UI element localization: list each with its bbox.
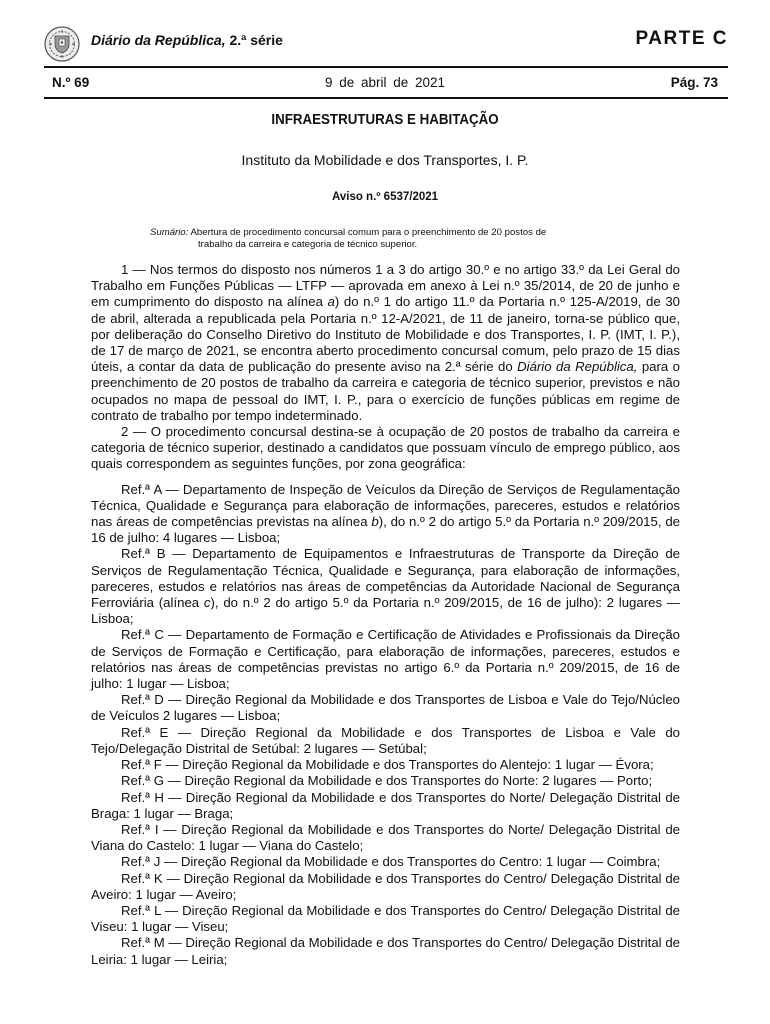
- paragraph-1-emphasis-b: Diário da República,: [517, 359, 638, 375]
- header-rule-bottom: [44, 97, 728, 99]
- paragraph-1-emphasis-a: a: [327, 294, 335, 310]
- reference-b-text-b: ), do n.º 2 do artigo 5.º da Portaria n.º 209/2015, de 16 de julho): 2 lugares — Lisboa;: [91, 595, 680, 627]
- paragraph-1-text-a: 1 — Nos termos do disposto nos números 1 a 3 do artigo 30.º e no artigo 33.º da Lei Geral do Trabalho em Funções Públicas — LTFP — aprovada em anexo à Lei n.º 35/2014, de 20 de junho e em cumprimento do disposto na alínea: [91, 262, 680, 310]
- paragraph-1-text-b: ) do n.º 1 do artigo 11.º da Portaria n.º 125-A/2019, de 30 de abril, alterada a republicada pela Portaria n.º 12-A/2021, de 11 de janeiro, torna-se público que, por deliberação do Conselho Diretivo do Instituto de Mobilidade e dos Transportes, I. P. (IMT, I. P.), de 17 de março de 2021, se encontra aberto procedimento concursal comum, pelo prazo de 15 dias úteis, a contar da data de publicação do presente aviso na 2.ª série do: [91, 294, 680, 375]
- issue-meta: [52, 75, 718, 93]
- journal-title: [91, 32, 283, 48]
- paragraph-1: [91, 262, 680, 424]
- issue-number: N.º 69: [52, 75, 90, 90]
- page-number: Pág. 73: [670, 75, 718, 90]
- ministry-heading: INFRAESTRUTURAS E HABITAÇÃO: [271, 112, 499, 128]
- reference-h: Ref.ª H — Direção Regional da Mobilidade e dos Transportes do Norte/ Delegação Distrital de Braga: 1 lugar — Braga;: [91, 789, 680, 821]
- reference-a: [91, 482, 680, 547]
- header-rule-top: [44, 66, 728, 68]
- summary-text-1: Abertura de procedimento concursal comum para o preenchimento de 20 postos de: [190, 227, 547, 238]
- reference-a-text-b: ), do n.º 2 do artigo 5.º da Portaria n.º 209/2015, de 16 de julho: 4 lugares — Lisboa;: [91, 514, 680, 546]
- reference-d: Ref.ª D — Direção Regional da Mobilidade e dos Transportes de Lisboa e Vale do Tejo/Núcleo de Veículos 2 lugares — Lisboa;: [91, 692, 680, 724]
- reference-b-emphasis: c: [203, 595, 211, 611]
- reference-i: Ref.ª I — Direção Regional da Mobilidade e dos Transportes do Norte/ Delegação Distrital de Viana do Castelo: 1 lugar — Viana do Castelo;: [91, 821, 680, 854]
- page-header: [44, 24, 728, 64]
- institute-heading: Instituto da Mobilidade e dos Transportes, I. P.: [241, 152, 529, 168]
- reference-k: Ref.ª K — Direção Regional da Mobilidade e dos Transportes do Centro/ Delegação Distrital de Aveiro: 1 lugar — Aveiro;: [91, 870, 680, 902]
- notice-title: Aviso n.º 6537/2021: [331, 191, 439, 203]
- summary-label: Sumário:: [150, 227, 189, 238]
- reference-g: Ref.ª G — Direção Regional da Mobilidade e dos Transportes do Norte: 2 lugares — Porto;: [121, 773, 653, 789]
- reference-a-emphasis: b: [371, 514, 379, 530]
- summary-line-1: [150, 227, 625, 239]
- reference-e: Ref.ª E — Direção Regional da Mobilidade e dos Transportes de Lisboa e Vale do Tejo/Delegação Distrital de Setúbal: 2 lugares — Setúbal;: [91, 724, 680, 756]
- reference-c: Ref.ª C — Departamento de Formação e Certificação de Atividades e Profissionais da Direção de Serviços de Formação e Certificação, para elaboração de informações, pareceres, estudos e relatórios nas áreas de competências previstas no artigo 6.º da Portaria n.º 209/2015, de 16 de julho: 1 lugar — Lisboa;: [91, 627, 680, 692]
- reference-j: Ref.ª J — Direção Regional da Mobilidade e dos Transportes do Centro: 1 lugar — Coimbra;: [121, 854, 661, 870]
- reference-a-text-a: Ref.ª A — Departamento de Inspeção de Veículos da Direção de Serviços de Regulamentação Técnica, Qualidade e Segurança para elaboração de informações, pareceres, estudos e relatórios nas áreas de competências previstas na alínea: [91, 481, 680, 530]
- reference-b-text-a: Ref.ª B — Departamento de Equipamentos e Infraestruturas de Transporte da Direção de Serviços de Regulamentação Técnica, Qualidade e Segurança, para elaboração de informações, pareceres, estudos e relatórios nas áreas de competências da Autoridade Nacional de Segurança Ferroviária (alínea: [91, 546, 680, 611]
- journal-name: Diário da República,: [91, 32, 226, 48]
- reference-l: Ref.ª L — Direção Regional da Mobilidade e dos Transportes do Centro/ Delegação Distrital de Viseu: 1 lugar — Viseu;: [91, 902, 680, 935]
- issue-date: 9 de abril de 2021: [324, 75, 446, 90]
- paragraph-1-text-c: para o preenchimento de 20 postos de trabalho da carreira e categoria de técnico superior, previstos e não ocupados no mapa de pessoal do IMT, I. P., para o exercício de funções públicas em regime de contrato de trabalho por tempo indeterminado.: [91, 359, 680, 423]
- reference-b: [91, 546, 680, 627]
- summary: [150, 227, 625, 251]
- notice-body: [91, 262, 680, 968]
- summary-line-2: trabalho da carreira e categoria de técnico superior.: [198, 239, 418, 250]
- reference-m: Ref.ª M — Direção Regional da Mobilidade e dos Transportes do Centro/ Delegação Distrital de Leiria: 1 lugar — Leiria;: [91, 935, 680, 967]
- reference-f: Ref.ª F — Direção Regional da Mobilidade e dos Transportes do Alentejo: 1 lugar — Évora;: [121, 757, 654, 773]
- paragraph-2: 2 — O procedimento concursal destina-se à ocupação de 20 postos de trabalho da carreira e categoria de técnico superior, destinado a candidatos que possuam vínculo de emprego público, aos quais correspondem as seguintes funções, por zona geográfica:: [91, 424, 680, 472]
- portuguese-coat-of-arms-icon: [44, 26, 80, 62]
- journal-series: 2.ª série: [229, 32, 283, 48]
- journal-part: PARTE C: [635, 28, 728, 49]
